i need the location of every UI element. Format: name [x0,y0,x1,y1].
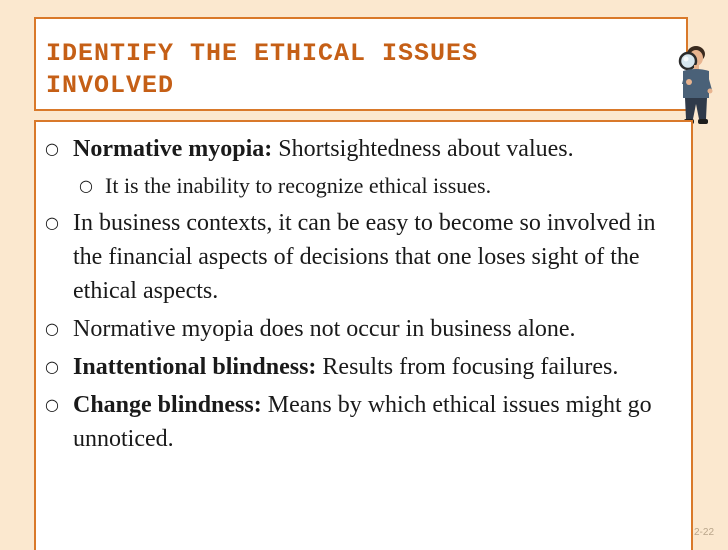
bullet-normative-myopia [36,132,676,166]
slide-number: 2-22 [693,527,714,538]
bullet-text: Shortsightedness about values. [272,136,574,162]
slide-title: IDENTIFY THE ETHICAL ISSUES INVOLVED [46,39,479,100]
bullet-text: It is the inability to recognize ethical issues. [105,173,492,198]
bullet-not-business-alone [36,312,676,346]
bullet-text: In business contexts, it can be easy to become so involved in the financial aspects of decisions that one loses sight of the ethical aspects. [73,210,656,304]
bullet-circle-icon: ○ [45,357,59,376]
bullet-business-contexts [36,206,676,308]
bullet-circle-icon: ○ [79,176,93,195]
bullet-inability [36,170,676,202]
bullet-circle-icon: ○ [45,213,59,232]
bullet-term: Inattentional blindness: [73,354,317,380]
bullet-text: Normative myopia does not occur in business alone. [73,316,576,342]
bullet-circle-icon: ○ [45,319,59,338]
bullet-list [36,132,676,460]
bullet-text: Results from focusing failures. [316,354,619,380]
bullet-change-blindness [36,388,676,456]
bullet-circle-icon: ○ [45,139,59,158]
bullet-circle-icon: ○ [45,395,59,414]
magnifying-glass-person-icon [669,44,717,130]
content-box [34,120,693,550]
bullet-term: Normative myopia: [73,136,273,162]
bullet-term: Change blindness: [73,392,262,418]
bullet-text: Means by which ethical issues might go unnoticed. [73,392,652,452]
title-box [34,17,688,111]
bullet-inattentional-blindness [36,350,676,384]
